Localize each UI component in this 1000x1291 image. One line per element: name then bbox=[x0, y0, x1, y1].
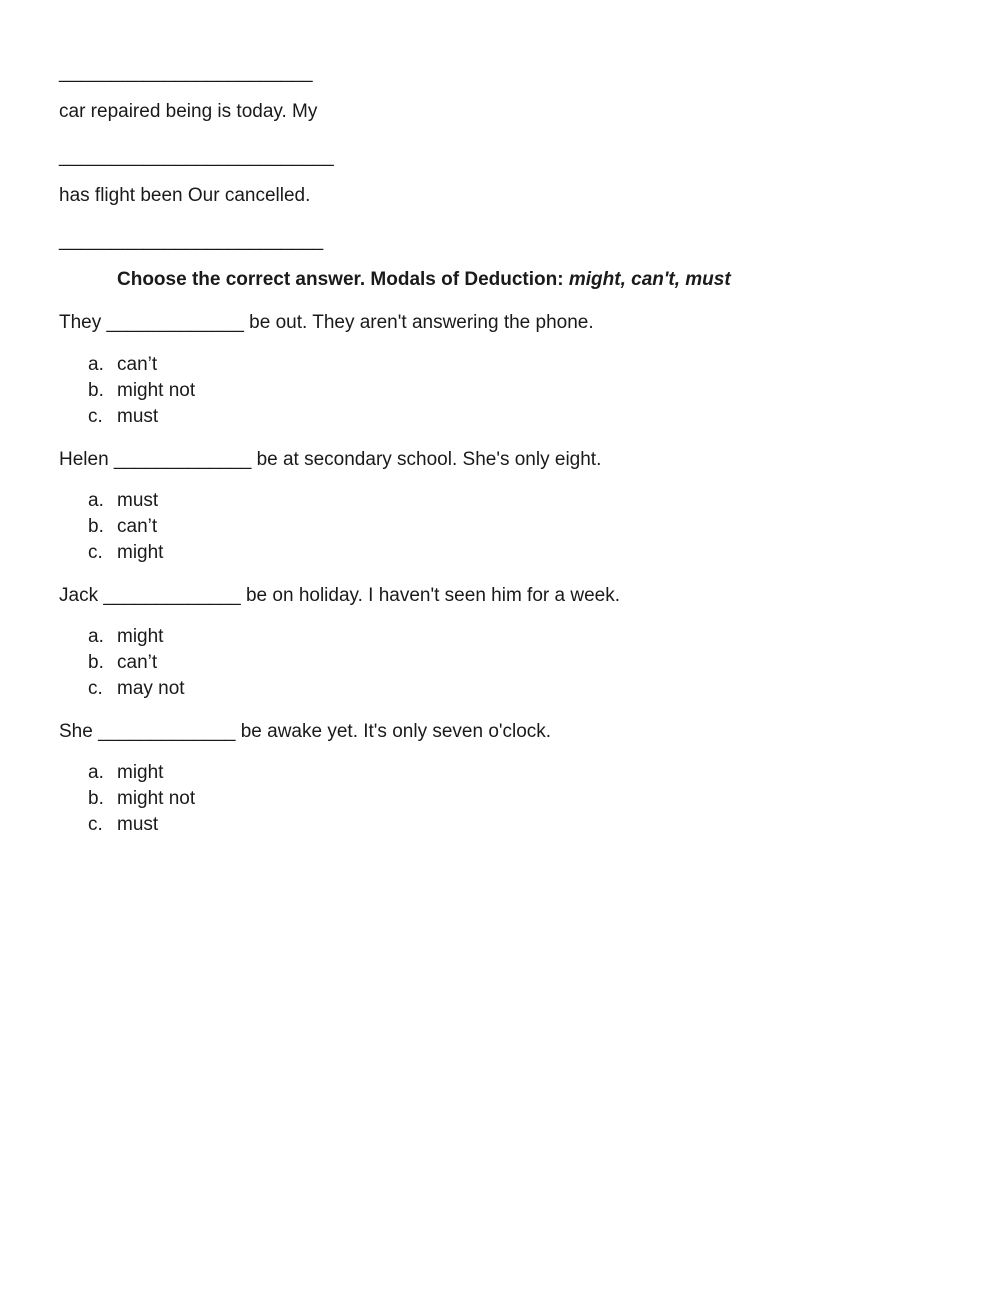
answer-option[interactable] bbox=[88, 624, 185, 650]
answer-option[interactable] bbox=[88, 812, 195, 838]
option-label: might bbox=[117, 542, 164, 563]
answer-option[interactable] bbox=[88, 488, 163, 514]
option-letter: c. bbox=[88, 542, 103, 563]
option-letter: a. bbox=[88, 354, 104, 375]
option-letter: c. bbox=[88, 814, 103, 835]
section-heading-modals: might, can't, must bbox=[568, 269, 731, 290]
option-letter: b. bbox=[88, 788, 104, 809]
option-letter: b. bbox=[88, 516, 104, 537]
option-label: must bbox=[117, 814, 159, 835]
answer-options bbox=[88, 352, 195, 430]
option-letter: a. bbox=[88, 490, 104, 511]
answer-option[interactable] bbox=[88, 786, 195, 812]
answer-option[interactable] bbox=[88, 760, 195, 786]
option-letter: a. bbox=[88, 626, 104, 647]
option-label: can’t bbox=[117, 516, 158, 537]
answer-option[interactable] bbox=[88, 514, 163, 540]
option-label: can’t bbox=[117, 652, 158, 673]
option-label: must bbox=[117, 406, 159, 427]
scrambled-sentence: car repaired being is today. My bbox=[59, 101, 318, 122]
option-letter: c. bbox=[88, 678, 103, 699]
option-label: can’t bbox=[117, 354, 158, 375]
option-letter: b. bbox=[88, 652, 104, 673]
option-label: might not bbox=[117, 788, 196, 809]
answer-option[interactable] bbox=[88, 378, 195, 404]
option-label: might bbox=[117, 626, 164, 647]
question-text: Jack _____________ be on holiday. I haven't seen him for a week. bbox=[59, 585, 620, 606]
answer-option[interactable] bbox=[88, 676, 185, 702]
option-letter: b. bbox=[88, 380, 104, 401]
answer-options bbox=[88, 488, 163, 566]
question-text: Helen _____________ be at secondary school. She's only eight. bbox=[59, 449, 602, 470]
answer-line[interactable]: _________________________ bbox=[59, 230, 324, 251]
answer-option[interactable] bbox=[88, 540, 163, 566]
option-label: must bbox=[117, 490, 159, 511]
option-letter: c. bbox=[88, 406, 103, 427]
answer-option[interactable] bbox=[88, 352, 195, 378]
answer-line[interactable]: ________________________ bbox=[59, 62, 313, 83]
option-letter: a. bbox=[88, 762, 104, 783]
answer-line[interactable]: __________________________ bbox=[59, 146, 334, 167]
answer-option[interactable] bbox=[88, 404, 195, 430]
option-label: may not bbox=[117, 678, 185, 699]
section-heading bbox=[117, 269, 731, 291]
option-label: might not bbox=[117, 380, 196, 401]
option-label: might bbox=[117, 762, 164, 783]
scrambled-sentence: has flight been Our cancelled. bbox=[59, 185, 311, 206]
answer-option[interactable] bbox=[88, 650, 185, 676]
answer-options bbox=[88, 624, 185, 702]
question-text: She _____________ be awake yet. It's only seven o'clock. bbox=[59, 721, 552, 742]
question-text: They _____________ be out. They aren't answering the phone. bbox=[59, 312, 594, 333]
answer-options bbox=[88, 760, 195, 838]
section-heading-text: Choose the correct answer. Modals of Deduction: bbox=[117, 269, 569, 290]
